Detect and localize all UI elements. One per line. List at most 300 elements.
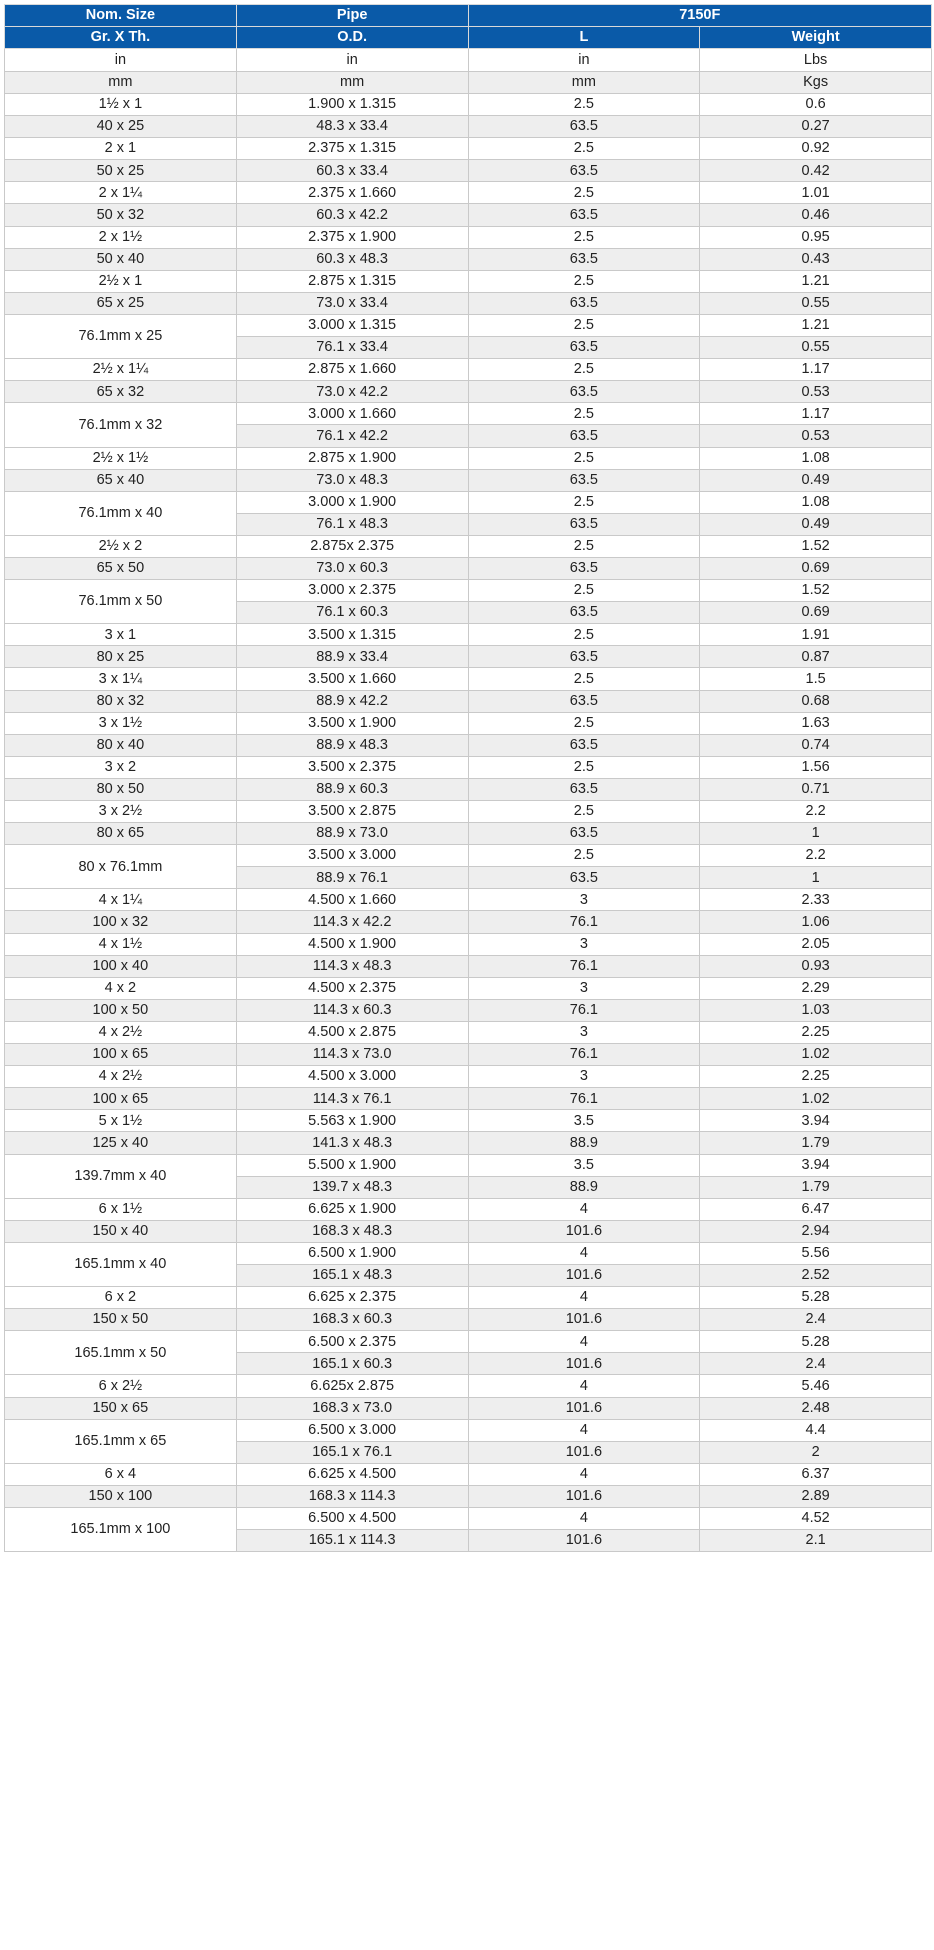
size-cell: 80 x 50: [5, 778, 237, 800]
length-cell: 2.5: [468, 668, 700, 690]
od-cell: 5.500 x 1.900: [236, 1154, 468, 1176]
header-gr-x-th: Gr. X Th.: [5, 27, 237, 49]
weight-cell: 4.4: [700, 1419, 932, 1441]
length-cell: 2.5: [468, 270, 700, 292]
table-row: [5, 690, 932, 712]
length-cell: 2.5: [468, 845, 700, 867]
length-cell: 63.5: [468, 116, 700, 138]
od-cell: 4.500 x 1.660: [236, 889, 468, 911]
size-cell: 150 x 65: [5, 1397, 237, 1419]
od-cell: 2.875 x 1.315: [236, 270, 468, 292]
size-cell: 100 x 32: [5, 911, 237, 933]
od-cell: 88.9 x 73.0: [236, 823, 468, 845]
weight-cell: 0.6: [700, 94, 932, 116]
weight-cell: 1.63: [700, 712, 932, 734]
table-row: [5, 1397, 932, 1419]
table-row: [5, 977, 932, 999]
weight-cell: 0.27: [700, 116, 932, 138]
weight-cell: 2.2: [700, 801, 932, 823]
size-cell: 4 x 2: [5, 977, 237, 999]
od-cell: 141.3 x 48.3: [236, 1132, 468, 1154]
table-row: [5, 314, 932, 336]
weight-cell: 0.46: [700, 204, 932, 226]
table-row: [5, 1066, 932, 1088]
length-cell: 63.5: [468, 337, 700, 359]
weight-cell: 2.1: [700, 1530, 932, 1552]
weight-cell: 0.55: [700, 337, 932, 359]
size-cell: 100 x 65: [5, 1088, 237, 1110]
length-cell: 2.5: [468, 359, 700, 381]
length-cell: 101.6: [468, 1441, 700, 1463]
table-row: [5, 403, 932, 425]
table-row: [5, 535, 932, 557]
od-cell: 6.625x 2.875: [236, 1375, 468, 1397]
od-cell: 2.875 x 1.900: [236, 447, 468, 469]
length-cell: 63.5: [468, 248, 700, 270]
weight-cell: 1.06: [700, 911, 932, 933]
weight-cell: 0.69: [700, 602, 932, 624]
length-cell: 101.6: [468, 1397, 700, 1419]
size-cell: 6 x 2: [5, 1287, 237, 1309]
od-cell: 3.500 x 1.315: [236, 624, 468, 646]
length-cell: 3: [468, 933, 700, 955]
weight-cell: 1.21: [700, 314, 932, 336]
table-row: [5, 1154, 932, 1176]
od-cell: 4.500 x 2.875: [236, 1021, 468, 1043]
table-row: [5, 646, 932, 668]
weight-cell: 0.53: [700, 381, 932, 403]
table-row: [5, 889, 932, 911]
length-cell: 101.6: [468, 1353, 700, 1375]
size-cell: 100 x 40: [5, 955, 237, 977]
table-row: [5, 1021, 932, 1043]
length-cell: 2.5: [468, 138, 700, 160]
od-cell: 1.900 x 1.315: [236, 94, 468, 116]
od-cell: 165.1 x 48.3: [236, 1264, 468, 1286]
weight-cell: 5.28: [700, 1331, 932, 1353]
od-cell: 3.000 x 1.900: [236, 491, 468, 513]
table-row: [5, 1485, 932, 1507]
weight-cell: 0.74: [700, 734, 932, 756]
weight-cell: 0.68: [700, 690, 932, 712]
weight-cell: 1.52: [700, 535, 932, 557]
length-cell: 76.1: [468, 911, 700, 933]
size-cell: 2½ x 1: [5, 270, 237, 292]
od-cell: 168.3 x 48.3: [236, 1220, 468, 1242]
od-cell: 165.1 x 114.3: [236, 1530, 468, 1552]
od-cell: 2.875x 2.375: [236, 535, 468, 557]
length-cell: 2.5: [468, 535, 700, 557]
size-cell: 65 x 25: [5, 292, 237, 314]
length-cell: 4: [468, 1375, 700, 1397]
table-row: [5, 823, 932, 845]
length-cell: 3.5: [468, 1110, 700, 1132]
length-cell: 3: [468, 889, 700, 911]
table-row: [5, 624, 932, 646]
length-cell: 2.5: [468, 447, 700, 469]
od-cell: 76.1 x 33.4: [236, 337, 468, 359]
od-cell: 2.375 x 1.315: [236, 138, 468, 160]
od-cell: 76.1 x 48.3: [236, 513, 468, 535]
size-cell: 2 x 1¼: [5, 182, 237, 204]
size-cell: 165.1mm x 40: [5, 1242, 237, 1286]
length-cell: 76.1: [468, 999, 700, 1021]
od-cell: 76.1 x 42.2: [236, 425, 468, 447]
size-cell: 65 x 32: [5, 381, 237, 403]
size-cell: 40 x 25: [5, 116, 237, 138]
table-row: [5, 447, 932, 469]
length-cell: 63.5: [468, 823, 700, 845]
od-cell: 3.500 x 2.375: [236, 756, 468, 778]
table-wrapper: [4, 4, 932, 1552]
od-cell: 6.625 x 1.900: [236, 1198, 468, 1220]
size-cell: 6 x 2½: [5, 1375, 237, 1397]
od-cell: 4.500 x 2.375: [236, 977, 468, 999]
table-row: [5, 801, 932, 823]
length-cell: 76.1: [468, 1088, 700, 1110]
weight-cell: 1.56: [700, 756, 932, 778]
table-row: [5, 248, 932, 270]
size-cell: 6 x 4: [5, 1463, 237, 1485]
size-cell: 76.1mm x 40: [5, 491, 237, 535]
header-weight: Weight: [700, 27, 932, 49]
size-cell: 139.7mm x 40: [5, 1154, 237, 1198]
weight-cell: 1: [700, 867, 932, 889]
weight-cell: 0.53: [700, 425, 932, 447]
table-row: [5, 845, 932, 867]
weight-cell: 2: [700, 1441, 932, 1463]
size-cell: 3 x 1½: [5, 712, 237, 734]
od-cell: 3.000 x 1.660: [236, 403, 468, 425]
length-cell: 63.5: [468, 292, 700, 314]
table-row: [5, 381, 932, 403]
od-cell: 114.3 x 60.3: [236, 999, 468, 1021]
weight-cell: 1.08: [700, 447, 932, 469]
weight-cell: 2.05: [700, 933, 932, 955]
od-cell: 3.500 x 1.900: [236, 712, 468, 734]
size-cell: 80 x 32: [5, 690, 237, 712]
table-row: [5, 292, 932, 314]
size-cell: 50 x 40: [5, 248, 237, 270]
table-row: [5, 999, 932, 1021]
od-cell: 3.500 x 2.875: [236, 801, 468, 823]
length-cell: 88.9: [468, 1176, 700, 1198]
weight-cell: 1.02: [700, 1088, 932, 1110]
weight-cell: 0.49: [700, 469, 932, 491]
length-cell: 4: [468, 1419, 700, 1441]
table-row: [5, 955, 932, 977]
od-cell: 2.875 x 1.660: [236, 359, 468, 381]
table-header: [5, 5, 932, 49]
weight-cell: 2.4: [700, 1309, 932, 1331]
table-row: [5, 1242, 932, 1264]
weight-cell: 0.49: [700, 513, 932, 535]
length-cell: 3.5: [468, 1154, 700, 1176]
size-cell: 2 x 1½: [5, 226, 237, 248]
table-row: [5, 1463, 932, 1485]
size-cell: 6 x 1½: [5, 1198, 237, 1220]
od-cell: 88.9 x 60.3: [236, 778, 468, 800]
length-cell: 76.1: [468, 955, 700, 977]
weight-cell: 1.5: [700, 668, 932, 690]
size-cell: 50 x 25: [5, 160, 237, 182]
length-cell: 63.5: [468, 381, 700, 403]
length-cell: 76.1: [468, 1044, 700, 1066]
od-cell: 5.563 x 1.900: [236, 1110, 468, 1132]
weight-cell: 1.91: [700, 624, 932, 646]
unit-cell: Kgs: [700, 71, 932, 94]
weight-cell: 3.94: [700, 1110, 932, 1132]
size-cell: 50 x 32: [5, 204, 237, 226]
table-row: [5, 182, 932, 204]
size-cell: 1½ x 1: [5, 94, 237, 116]
table-row: [5, 1287, 932, 1309]
units-row-mm: [5, 71, 932, 94]
table-body: [5, 49, 932, 1552]
header-l: L: [468, 27, 700, 49]
od-cell: 6.625 x 4.500: [236, 1463, 468, 1485]
od-cell: 88.9 x 48.3: [236, 734, 468, 756]
od-cell: 6.500 x 2.375: [236, 1331, 468, 1353]
table-row: [5, 138, 932, 160]
weight-cell: 5.28: [700, 1287, 932, 1309]
length-cell: 2.5: [468, 756, 700, 778]
length-cell: 63.5: [468, 160, 700, 182]
unit-cell: in: [5, 49, 237, 72]
weight-cell: 2.89: [700, 1485, 932, 1507]
od-cell: 168.3 x 60.3: [236, 1309, 468, 1331]
od-cell: 60.3 x 42.2: [236, 204, 468, 226]
length-cell: 101.6: [468, 1264, 700, 1286]
size-cell: 80 x 25: [5, 646, 237, 668]
weight-cell: 1.17: [700, 359, 932, 381]
table-row: [5, 1331, 932, 1353]
od-cell: 139.7 x 48.3: [236, 1176, 468, 1198]
length-cell: 2.5: [468, 226, 700, 248]
size-cell: 100 x 65: [5, 1044, 237, 1066]
length-cell: 63.5: [468, 734, 700, 756]
size-cell: 4 x 1¼: [5, 889, 237, 911]
weight-cell: 5.46: [700, 1375, 932, 1397]
weight-cell: 1.17: [700, 403, 932, 425]
od-cell: 4.500 x 1.900: [236, 933, 468, 955]
size-cell: 65 x 40: [5, 469, 237, 491]
od-cell: 114.3 x 42.2: [236, 911, 468, 933]
length-cell: 2.5: [468, 712, 700, 734]
unit-cell: mm: [468, 71, 700, 94]
size-cell: 165.1mm x 50: [5, 1331, 237, 1375]
weight-cell: 1.52: [700, 580, 932, 602]
weight-cell: 1.79: [700, 1176, 932, 1198]
od-cell: 2.375 x 1.900: [236, 226, 468, 248]
size-cell: 5 x 1½: [5, 1110, 237, 1132]
od-cell: 6.500 x 3.000: [236, 1419, 468, 1441]
table-row: [5, 756, 932, 778]
length-cell: 63.5: [468, 557, 700, 579]
weight-cell: 4.52: [700, 1508, 932, 1530]
od-cell: 3.000 x 2.375: [236, 580, 468, 602]
od-cell: 165.1 x 76.1: [236, 1441, 468, 1463]
od-cell: 168.3 x 114.3: [236, 1485, 468, 1507]
table-row: [5, 1375, 932, 1397]
od-cell: 3.000 x 1.315: [236, 314, 468, 336]
table-row: [5, 1110, 932, 1132]
weight-cell: 0.42: [700, 160, 932, 182]
weight-cell: 2.52: [700, 1264, 932, 1286]
size-cell: 165.1mm x 100: [5, 1508, 237, 1552]
length-cell: 4: [468, 1463, 700, 1485]
weight-cell: 2.33: [700, 889, 932, 911]
table-row: [5, 1044, 932, 1066]
table-row: [5, 1309, 932, 1331]
od-cell: 73.0 x 42.2: [236, 381, 468, 403]
table-row: [5, 160, 932, 182]
table-row: [5, 1419, 932, 1441]
length-cell: 3: [468, 1021, 700, 1043]
length-cell: 2.5: [468, 580, 700, 602]
weight-cell: 0.92: [700, 138, 932, 160]
size-cell: 3 x 1¼: [5, 668, 237, 690]
size-cell: 80 x 76.1mm: [5, 845, 237, 889]
size-cell: 2 x 1: [5, 138, 237, 160]
weight-cell: 2.2: [700, 845, 932, 867]
unit-cell: Lbs: [700, 49, 932, 72]
weight-cell: 1.01: [700, 182, 932, 204]
length-cell: 101.6: [468, 1220, 700, 1242]
od-cell: 114.3 x 48.3: [236, 955, 468, 977]
length-cell: 63.5: [468, 690, 700, 712]
length-cell: 63.5: [468, 646, 700, 668]
length-cell: 4: [468, 1287, 700, 1309]
weight-cell: 0.87: [700, 646, 932, 668]
length-cell: 88.9: [468, 1132, 700, 1154]
od-cell: 73.0 x 48.3: [236, 469, 468, 491]
weight-cell: 2.4: [700, 1353, 932, 1375]
table-row: [5, 1198, 932, 1220]
od-cell: 88.9 x 76.1: [236, 867, 468, 889]
table-row: [5, 1508, 932, 1530]
weight-cell: 0.43: [700, 248, 932, 270]
size-cell: 76.1mm x 32: [5, 403, 237, 447]
od-cell: 4.500 x 3.000: [236, 1066, 468, 1088]
pipe-dimension-table: [4, 4, 932, 1552]
od-cell: 165.1 x 60.3: [236, 1353, 468, 1375]
od-cell: 114.3 x 73.0: [236, 1044, 468, 1066]
length-cell: 2.5: [468, 182, 700, 204]
header-od: O.D.: [236, 27, 468, 49]
table-row: [5, 911, 932, 933]
length-cell: 3: [468, 1066, 700, 1088]
od-cell: 2.375 x 1.660: [236, 182, 468, 204]
table-row: [5, 580, 932, 602]
length-cell: 63.5: [468, 602, 700, 624]
length-cell: 101.6: [468, 1530, 700, 1552]
length-cell: 63.5: [468, 867, 700, 889]
weight-cell: 0.71: [700, 778, 932, 800]
size-cell: 2½ x 1½: [5, 447, 237, 469]
od-cell: 60.3 x 48.3: [236, 248, 468, 270]
table-row: [5, 1132, 932, 1154]
weight-cell: 5.56: [700, 1242, 932, 1264]
od-cell: 3.500 x 3.000: [236, 845, 468, 867]
size-cell: 80 x 65: [5, 823, 237, 845]
od-cell: 60.3 x 33.4: [236, 160, 468, 182]
weight-cell: 2.29: [700, 977, 932, 999]
table-row: [5, 557, 932, 579]
length-cell: 2.5: [468, 94, 700, 116]
weight-cell: 2.48: [700, 1397, 932, 1419]
size-cell: 80 x 40: [5, 734, 237, 756]
weight-cell: 3.94: [700, 1154, 932, 1176]
od-cell: 73.0 x 33.4: [236, 292, 468, 314]
table-row: [5, 1088, 932, 1110]
length-cell: 3: [468, 977, 700, 999]
weight-cell: 2.25: [700, 1021, 932, 1043]
weight-cell: 1.03: [700, 999, 932, 1021]
weight-cell: 2.25: [700, 1066, 932, 1088]
weight-cell: 0.55: [700, 292, 932, 314]
length-cell: 4: [468, 1242, 700, 1264]
weight-cell: 1.79: [700, 1132, 932, 1154]
weight-cell: 1.02: [700, 1044, 932, 1066]
size-cell: 3 x 1: [5, 624, 237, 646]
unit-cell: in: [236, 49, 468, 72]
length-cell: 63.5: [468, 469, 700, 491]
size-cell: 4 x 2½: [5, 1021, 237, 1043]
unit-cell: in: [468, 49, 700, 72]
od-cell: 6.500 x 1.900: [236, 1242, 468, 1264]
od-cell: 114.3 x 76.1: [236, 1088, 468, 1110]
table-row: [5, 359, 932, 381]
unit-cell: mm: [236, 71, 468, 94]
size-cell: 100 x 50: [5, 999, 237, 1021]
table-row: [5, 712, 932, 734]
od-cell: 48.3 x 33.4: [236, 116, 468, 138]
table-row: [5, 94, 932, 116]
od-cell: 3.500 x 1.660: [236, 668, 468, 690]
size-cell: 125 x 40: [5, 1132, 237, 1154]
weight-cell: 1.08: [700, 491, 932, 513]
weight-cell: 0.95: [700, 226, 932, 248]
length-cell: 63.5: [468, 425, 700, 447]
size-cell: 150 x 50: [5, 1309, 237, 1331]
size-cell: 2½ x 1¼: [5, 359, 237, 381]
od-cell: 76.1 x 60.3: [236, 602, 468, 624]
length-cell: 4: [468, 1508, 700, 1530]
od-cell: 6.500 x 4.500: [236, 1508, 468, 1530]
size-cell: 65 x 50: [5, 557, 237, 579]
table-row: [5, 734, 932, 756]
unit-cell: mm: [5, 71, 237, 94]
table-row: [5, 270, 932, 292]
table-row: [5, 116, 932, 138]
length-cell: 2.5: [468, 801, 700, 823]
weight-cell: 1: [700, 823, 932, 845]
length-cell: 2.5: [468, 624, 700, 646]
size-cell: 150 x 100: [5, 1485, 237, 1507]
size-cell: 165.1mm x 65: [5, 1419, 237, 1463]
od-cell: 88.9 x 42.2: [236, 690, 468, 712]
od-cell: 168.3 x 73.0: [236, 1397, 468, 1419]
header-7150f: 7150F: [468, 5, 932, 27]
size-cell: 4 x 1½: [5, 933, 237, 955]
size-cell: 76.1mm x 50: [5, 580, 237, 624]
length-cell: 2.5: [468, 314, 700, 336]
table-row: [5, 668, 932, 690]
weight-cell: 6.37: [700, 1463, 932, 1485]
size-cell: 3 x 2: [5, 756, 237, 778]
weight-cell: 0.69: [700, 557, 932, 579]
